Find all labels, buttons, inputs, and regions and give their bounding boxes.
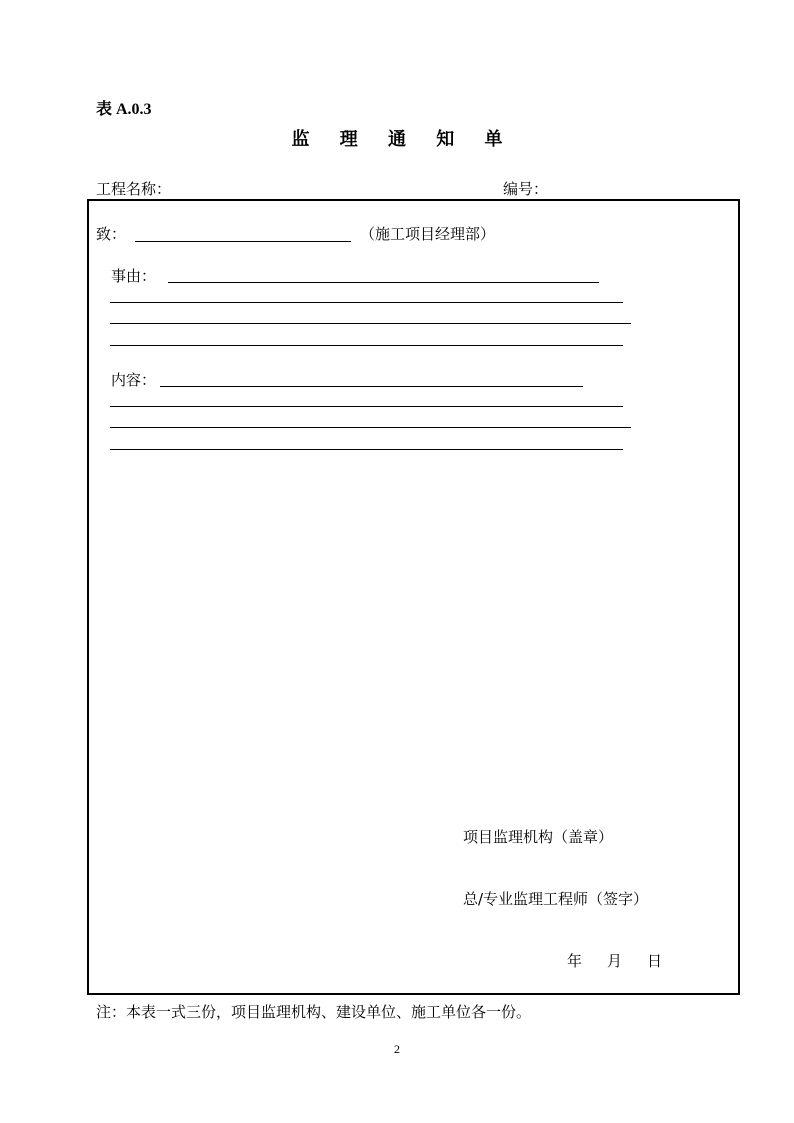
- footnote: 注：本表一式三份，项目监理机构、建设单位、施工单位各一份。: [96, 1003, 532, 1021]
- subject-label: 事由：: [111, 267, 157, 285]
- content-blank-2[interactable]: [110, 406, 623, 407]
- to-suffix: （施工项目经理部）: [360, 225, 496, 243]
- subject-blank-2[interactable]: [110, 302, 623, 303]
- date-year-label: 年: [567, 952, 583, 970]
- content-blank-3[interactable]: [110, 427, 631, 428]
- form-title: 监 理 通 知 单: [291, 129, 515, 150]
- to-recipient-blank[interactable]: [135, 241, 351, 242]
- content-blank-1[interactable]: [160, 386, 583, 387]
- content-blank-4[interactable]: [110, 449, 623, 450]
- table-number: 表 A.0.3: [96, 101, 152, 118]
- supervision-org-seal-label: 项目监理机构（盖章）: [463, 828, 614, 846]
- page-number: 2: [394, 1042, 400, 1056]
- date-month-label: 月: [607, 952, 623, 970]
- to-label: 致：: [96, 225, 127, 243]
- form-frame: [87, 199, 740, 995]
- project-name-label: 工程名称：: [96, 180, 172, 198]
- content-label: 内容：: [111, 371, 157, 389]
- subject-blank-4[interactable]: [110, 345, 623, 346]
- engineer-signature-label: 总/专业监理工程师（签字）: [463, 890, 649, 908]
- date-day-label: 日: [647, 952, 663, 970]
- subject-blank-3[interactable]: [110, 323, 631, 324]
- serial-number-label: 编号：: [503, 180, 549, 198]
- subject-blank-1[interactable]: [168, 282, 599, 283]
